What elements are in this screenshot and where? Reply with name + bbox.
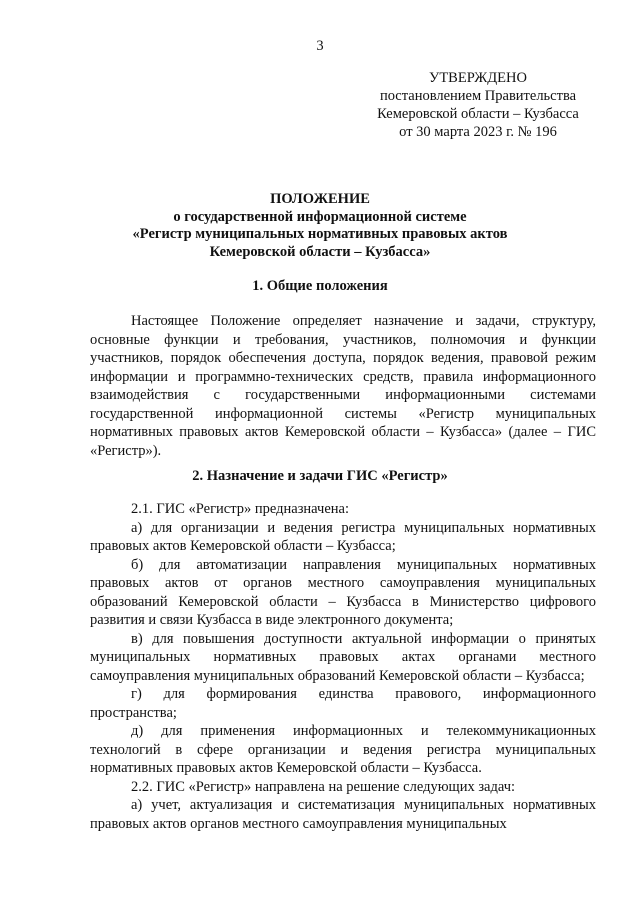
document-title xyxy=(60,191,580,261)
approval-line: УТВЕРЖДЕНО xyxy=(429,70,527,86)
section-2-body xyxy=(90,500,596,833)
section-2-heading: 2. Назначение и задачи ГИС «Регистр» xyxy=(192,468,448,484)
page-number: 3 xyxy=(316,38,324,54)
approval-line: Кемеровской области – Кузбасса xyxy=(377,106,579,122)
section-1-body xyxy=(90,312,596,460)
list-item: г) для формирования единства правового, информационного пространства; xyxy=(90,686,596,721)
approval-line: от 30 марта 2023 г. № 196 xyxy=(399,124,557,140)
paragraph: 2.1. ГИС «Регистр» предназначена: xyxy=(131,501,349,517)
approval-line: постановлением Правительства xyxy=(379,88,577,104)
paragraph: Настоящее Положение определяет назначение и задачи, структуру, основные функции и требования, участников, полномочия и функции участников, порядок обеспечения доступа, порядок ведения, правовой режим информации и программно-технических средств, правила информационного взаимодействия с государственными информационными системами государственной информационной системы «Регистр муниципальных нормативных правовых актов Кемеровской области – Кузбасса» (далее – ГИС «Регистр»). xyxy=(90,313,596,459)
approval-stamp xyxy=(362,69,594,141)
list-item: в) для повышения доступности актуальной информации о принятых муниципальных нормативных правовых актах органами местного самоуправления муниципальных образований Кемеровской области – Кузбасса; xyxy=(90,630,596,684)
list-item: а) учет, актуализация и систематизация муниципальных нормативных правовых актов органов местного самоуправления муниципальных xyxy=(90,797,596,832)
title-line: «Регистр муниципальных нормативных правовых актов xyxy=(132,226,508,242)
list-item: а) для организации и ведения регистра муниципальных нормативных правовых актов Кемеровской области – Кузбасса; xyxy=(90,519,596,554)
title-line: Кемеровской области – Кузбасса» xyxy=(209,243,431,260)
list-item: б) для автоматизации направления муниципальных нормативных правовых актов от органов местного самоуправления муниципальных образований Кемеровской области – Кузбасса в Министерство цифрового развития и связи Кузбасса в виде электронного документа; xyxy=(90,556,596,628)
title-line: ПОЛОЖЕНИЕ xyxy=(270,191,370,207)
section-1-heading: 1. Общие положения xyxy=(252,278,388,294)
title-line: о государственной информационной системе xyxy=(173,208,467,225)
paragraph: 2.2. ГИС «Регистр» направлена на решение следующих задач: xyxy=(131,778,516,795)
list-item: д) для применения информационных и телекоммуникационных технологий в сфере организации и ведения регистра муниципальных нормативных правовых актов Кемеровской области – Кузбасса. xyxy=(90,723,596,776)
